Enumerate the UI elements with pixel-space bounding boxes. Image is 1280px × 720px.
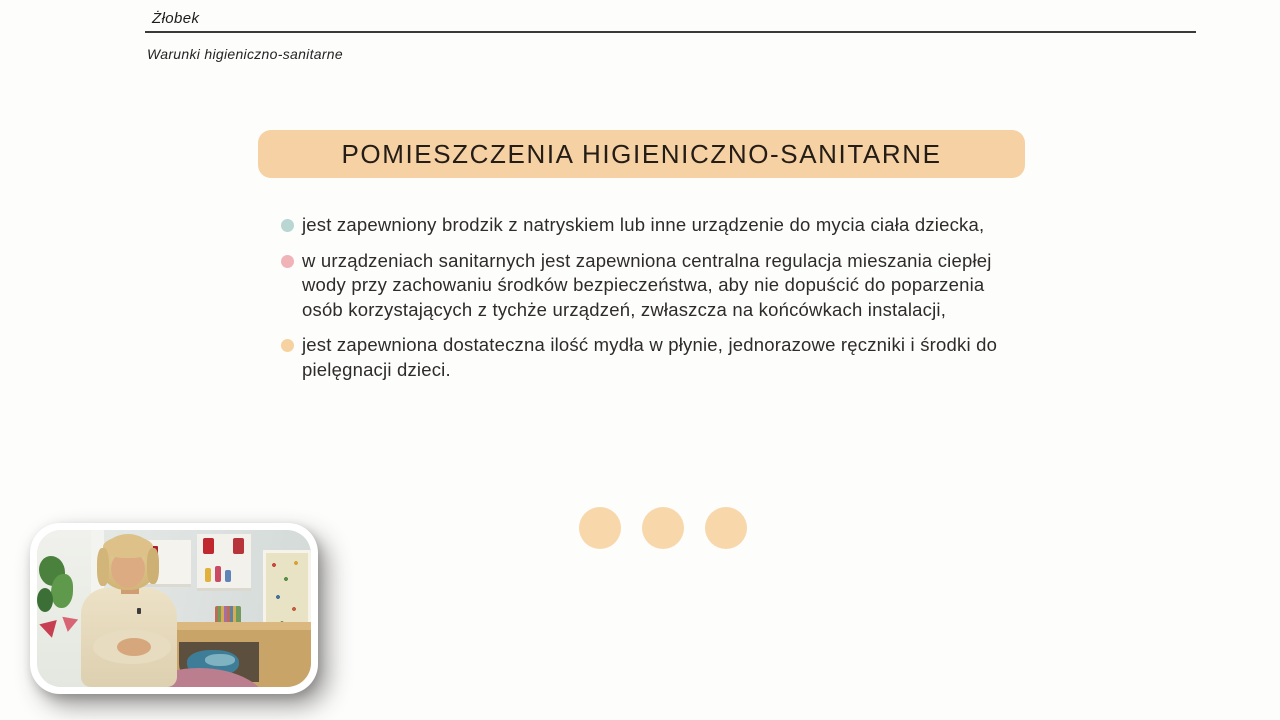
bullet-dot bbox=[281, 339, 294, 352]
presenter-hands bbox=[117, 638, 151, 656]
pagination-dots bbox=[579, 507, 747, 549]
presenter-hair-lock bbox=[147, 548, 159, 584]
pagination-dot bbox=[642, 507, 684, 549]
slide-kicker: Żłobek bbox=[152, 10, 200, 27]
presenter-video-frame bbox=[37, 530, 311, 687]
bullet-item bbox=[281, 249, 1029, 323]
bullet-list bbox=[281, 213, 1031, 394]
heading-banner bbox=[258, 130, 1025, 178]
pagination-dot bbox=[705, 507, 747, 549]
header-rule bbox=[145, 31, 1196, 33]
red-can bbox=[203, 538, 214, 554]
bullet-item bbox=[281, 333, 1029, 382]
bullet-dot bbox=[281, 255, 294, 268]
presenter-hair-fringe bbox=[103, 536, 153, 558]
bullet-dot bbox=[281, 219, 294, 232]
plant bbox=[37, 588, 53, 612]
slide-subtitle: Warunki higieniczno-sanitarne bbox=[147, 46, 343, 62]
blue-cushion-highlight bbox=[205, 654, 235, 666]
presenter-video bbox=[30, 523, 318, 694]
bottle bbox=[225, 570, 231, 582]
microphone-clip bbox=[137, 608, 141, 614]
bullet-text: w urządzeniach sanitarnych jest zapewniona centralna regulacja mieszania ciepłej wody przy zachowaniu środków bezpieczeństwa, aby nie dopuścić do poparzenia osób korzystających z tychże urządzeń, zwłaszcza na końcówkach instalacji, bbox=[302, 249, 992, 320]
plant bbox=[51, 574, 73, 608]
bottle bbox=[215, 566, 221, 582]
bullet-item bbox=[281, 213, 1029, 238]
presenter-hair-lock bbox=[97, 548, 109, 586]
heading-text: POMIESZCZENIA HIGIENICZNO-SANITARNE bbox=[341, 138, 942, 169]
bullet-text: jest zapewniona dostateczna ilość mydła w płynie, jednorazowe ręczniki i środki do pielęgnacji dzieci. bbox=[302, 334, 998, 380]
bullet-text: jest zapewniony brodzik z natryskiem lub inne urządzenie do mycia ciała dziecka, bbox=[302, 214, 985, 235]
bottle bbox=[205, 568, 211, 582]
pagination-dot bbox=[579, 507, 621, 549]
red-can bbox=[233, 538, 244, 554]
bunting-flag bbox=[60, 617, 78, 634]
